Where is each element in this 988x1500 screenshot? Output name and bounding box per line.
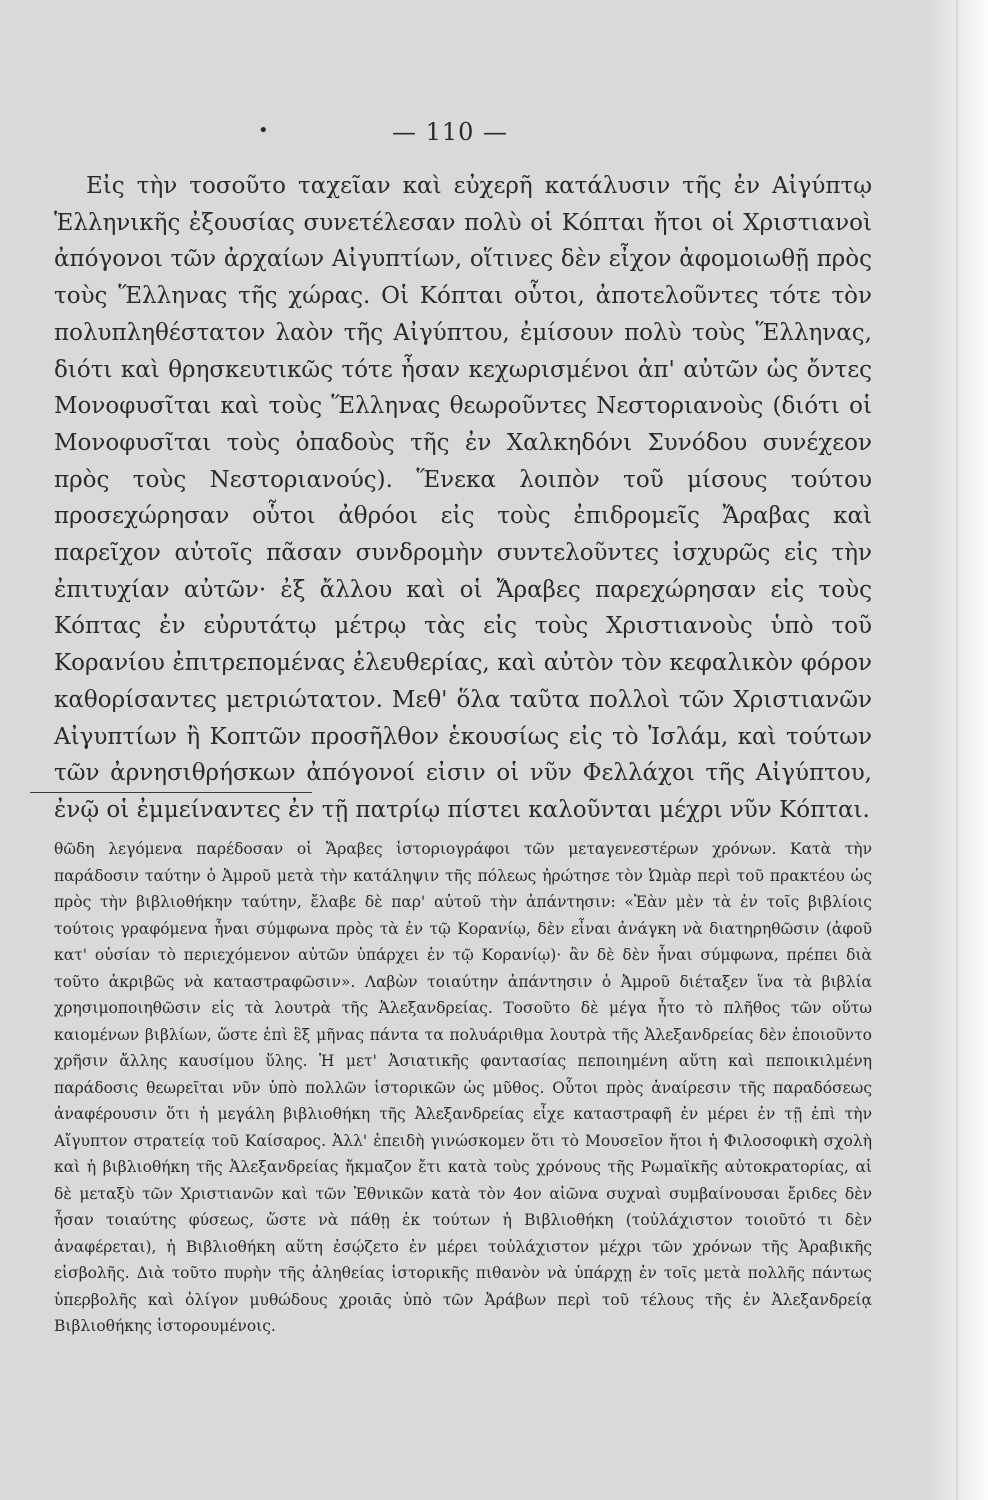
footnote-text: θῶδη λεγόμενα παρέδοσαν οἱ Ἄραβες ἱστοριογράφοι τῶν μεταγενεστέρων χρόνων. Κατὰ τὴν παράδοσιν ταύτην ὁ Ἀμροῦ μετὰ τὴν κατάληψιν τῆς πόλεως ἠρώτησε τὸν Ὠμὰρ περὶ τοῦ πρακτέου ὡς πρὸς τὴν βιβλιοθήκην ταύτην, ἔλαβε δὲ παρ' αὐτοῦ τὴν ἀπάντησιν: «Ἐὰν μὲν τὰ ἐν τοῖς βιβλίοις τούτοις γραφόμενα ἦναι σύμφωνα πρὸς τὰ ἐν τῷ Κορανίῳ, δὲν εἶναι ἀνάγκη νὰ διατηρηθῶσιν (ἀφοῦ κατ' οὐσίαν τὸ περιεχόμενον αὐτῶν ὑπάρχει ἐν τῷ Κορανίῳ)· ἂν δὲ δὲν ἦναι σύμφωνα, πρέπει διὰ τοῦτο ἀκριβῶς νὰ καταστραφῶσιν». Λαβὼν τοιαύτην ἀπάντησιν ὁ Ἀμροῦ διέταξεν ἵνα τὰ βιβλία χρησιμοποιηθῶσιν εἰς τὰ λουτρὰ τῆς Ἀλεξανδρείας. Τοσοῦτο δὲ μέγα ἦτο τὸ πλῆθος τῶν οὕτω καιομένων βιβλίων, ὥστε ἐπὶ ἓξ μῆνας πάντα τα πολυάριθμα λουτρὰ τῆς Ἀλεξανδρείας δὲν ἐποιοῦντο χρῆσιν ἄλλης καυσίμου ὕλης. Ἡ μετ' Ἀσιατικῆς φαντασίας πεποιημένη αὕτη καὶ πεποικιλμένη παράδοσις θεωρεῖται νῦν ὑπὸ πολλῶν ἱστορικῶν ὡς μῦθος. Οὗτοι πρὸς ἀναίρεσιν τῆς παραδόσεως ἀναφέρουσιν ὅτι ἡ μεγάλη βιβλιοθήκη τῆς Ἀλεξανδρείας εἶχε καταστραφῆ ἐν μέρει ἐν τῇ ἐπὶ τὴν Αἴγυπτον στρατείᾳ τοῦ Καίσαρος. Ἀλλ' ἐπειδὴ γινώσκομεν ὅτι τὸ Μουσεῖον ἤτοι ἡ Φιλοσοφικὴ σχολὴ καὶ ἡ βιβλιοθήκη τῆς Ἀλεξανδρείας ἤκμαζον ἔτι κατὰ τοὺς χρόνους τῆς Ρωμαϊκῆς αὐτοκρατορίας, αἱ δὲ μεταξὺ τῶν Χριστιανῶν καὶ τῶν Ἐθνικῶν κατὰ τὸν 4ον αἰῶνα συχναὶ συμβαίνουσαι ἔριδες δὲν ἦσαν τοιαύτης φύσεως, ὥστε νὰ πάθῃ ἐκ τούτων ἡ Βιβλιοθήκη (τοὐλάχιστον τοιοῦτό τι δὲν ἀναφέρεται), ἡ Βιβλιοθήκη αὕτη ἐσῴζετο ἐν μέρει τοὐλάχιστον μέχρι τῶν χρόνων τῆς Ἀραβικῆς εἰσβολῆς. Διὰ τοῦτο πυρὴν τῆς ἀληθείας ἱστορικῆς πιθανὸν νὰ ὑπάρχῃ ἐν τοῖς μετὰ πολλῆς πάντως ὑπερβολῆς καὶ ὀλίγον μυθώδους χροιᾶς ὑπὸ τῶν Ἀράβων περὶ τοῦ τέλους τῆς ἐν Ἀλεξανδρείᾳ Βιβλιοθήκης ἱστορουμένοις.: [54, 840, 872, 1335]
page-edge-shadow: [956, 0, 958, 1500]
page-number: — 110 —: [391, 118, 509, 146]
main-paragraph: Εἰς τὴν τοσοῦτο ταχεῖαν καὶ εὐχερῆ κατάλυσιν τῆς ἐν Αἰγύπτῳ Ἑλληνικῆς ἐξουσίας συνετέλεσαν πολὺ οἱ Κόπται ἤτοι οἱ Χριστιανοὶ ἀπόγονοι τῶν ἀρχαίων Αἰγυπτίων, οἵτινες δὲν εἶχον ἀφομοιωθῇ πρὸς τοὺς Ἕλληνας τῆς χώρας. Οἱ Κόπται οὗτοι, ἀποτελοῦντες τότε τὸν πολυπληθέστατον λαὸν τῆς Αἰγύπτου, ἐμίσουν πολὺ τοὺς Ἕλληνας, διότι καὶ θρησκευτικῶς τότε ἦσαν κεχωρισμένοι ἀπ' αὐτῶν ὡς ὄντες Μονοφυσῖται καὶ τοὺς Ἕλληνας θεωροῦντες Νεστοριανοὺς (διότι οἱ Μονοφυσῖται τοὺς ὀπαδοὺς τῆς ἐν Χαλκηδόνι Συνόδου συνέχεον πρὸς τοὺς Νεστοριανούς). Ἕνεκα λοιπὸν τοῦ μίσους τούτου προσεχώρησαν οὗτοι ἀθρόοι εἰς τοὺς ἐπιδρομεῖς Ἄραβας καὶ παρεῖχον αὐτοῖς πᾶσαν συνδρομὴν συντελοῦντες ἰσχυρῶς εἰς τὴν ἐπιτυχίαν αὐτῶν· ἐξ ἄλλου καὶ οἱ Ἄραβες παρεχώρησαν εἰς τοὺς Κόπτας ἐν εὐρυτάτῳ μέτρῳ τὰς εἰς τοὺς Χριστιανοὺς ὑπὸ τοῦ Κορανίου ἐπιτρεπομένας ἐλευθερίας, καὶ αὐτὸν τὸν κεφαλικὸν φόρον καθορίσαντες μετριώτατον. Μεθ' ὅλα ταῦτα πολλοὶ τῶν Χριστιανῶν Αἰγυπτίων ἢ Κοπτῶν προσῆλθον ἑκουσίως εἰς τὸ Ἰσλάμ, καὶ τούτων τῶν ἀρνησιθρήσκων ἀπόγονοί εἰσιν οἱ νῦν Φελλάχοι τῆς Αἰγύπτου, ἐνῷ οἱ ἐμμείναντες ἐν τῇ πατρίῳ πίστει καλοῦνται μέχρι νῦν Κόπται.: [54, 173, 872, 823]
page-header: [0, 118, 900, 146]
margin-mark: •: [258, 120, 270, 141]
footnote-rule: [30, 792, 312, 793]
